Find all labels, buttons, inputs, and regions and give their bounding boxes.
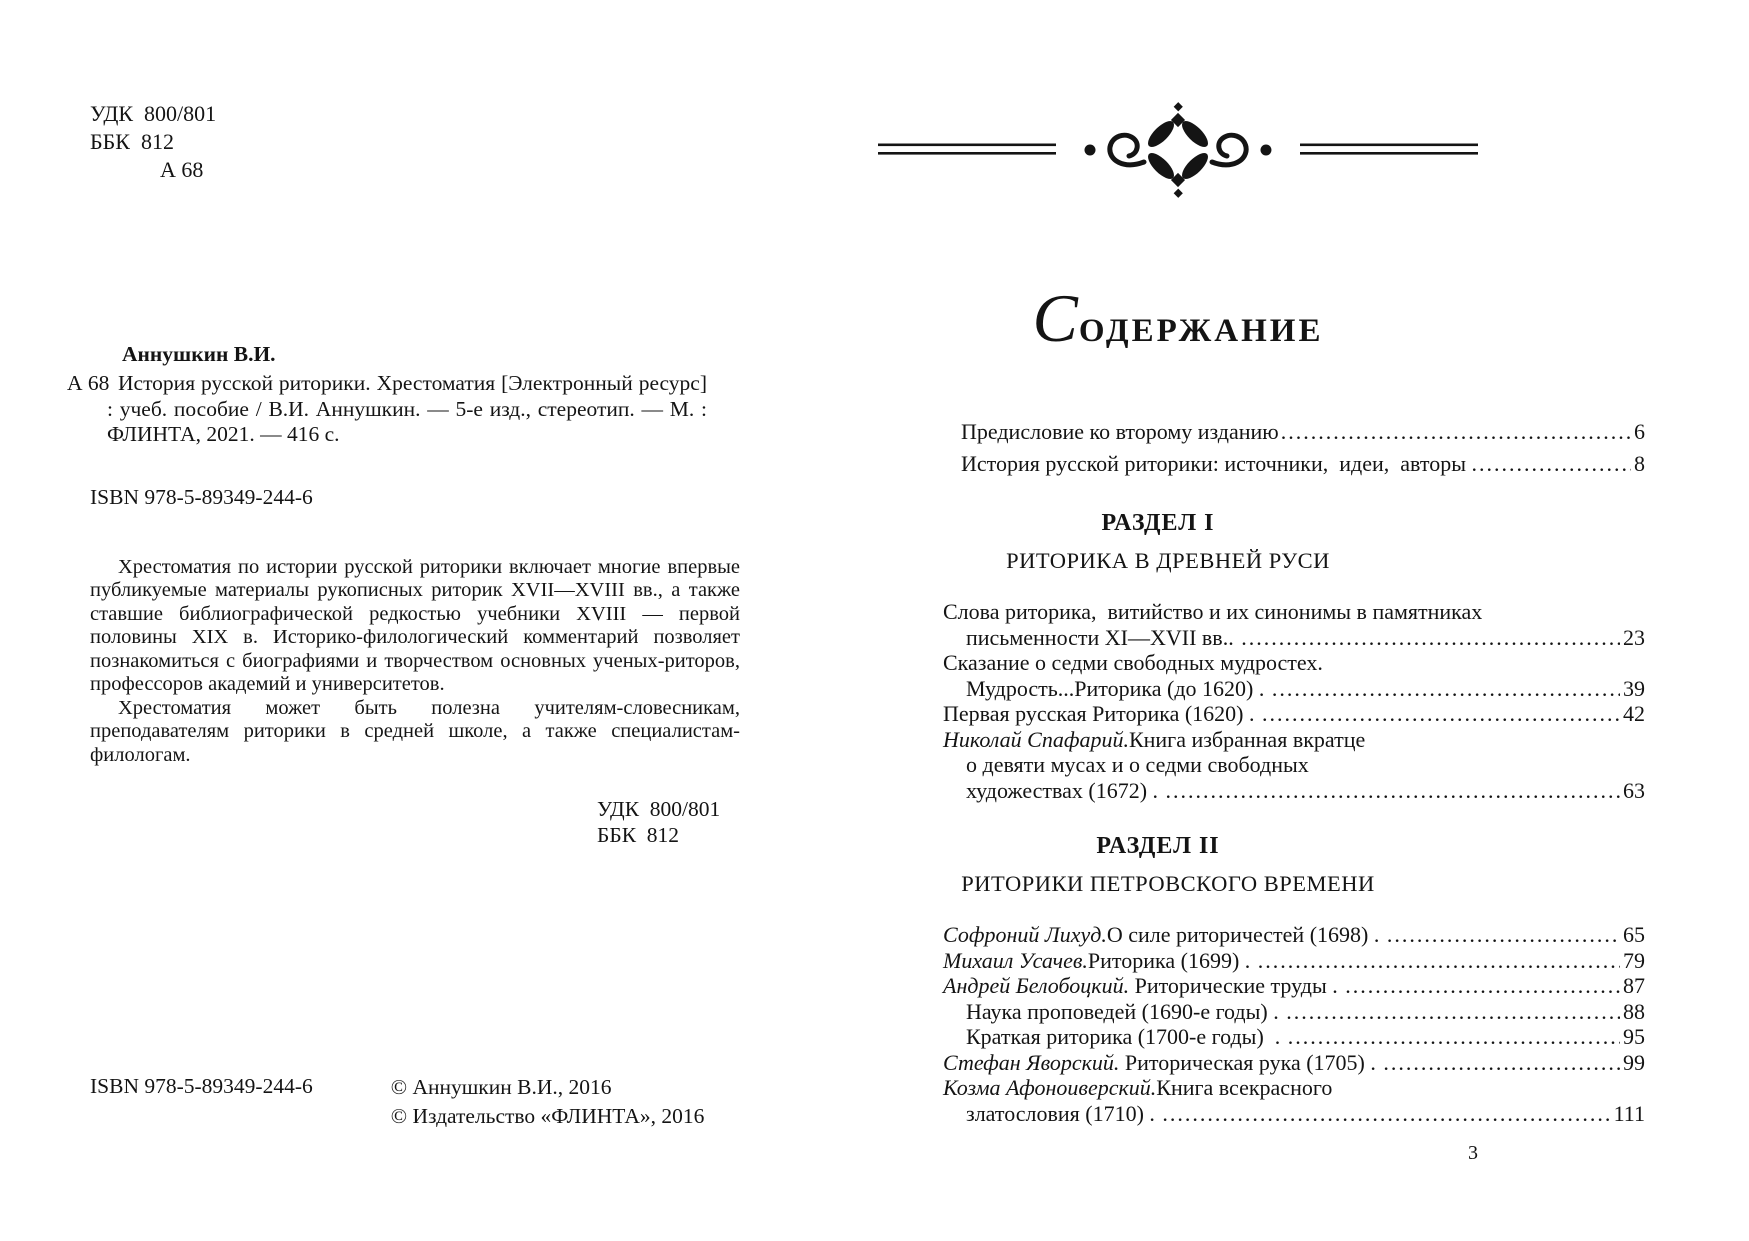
toc-entry-author: Софроний Лихуд. xyxy=(943,922,1107,947)
toc-entry-title: Книга всекрасного xyxy=(1156,1075,1333,1100)
toc-line xyxy=(943,1024,1645,1050)
toc-entry xyxy=(943,1050,1645,1076)
toc-entry-author: Николай Спафарий. xyxy=(943,726,1129,752)
bbk-line: ББК 812 xyxy=(597,822,680,847)
toc-front xyxy=(943,416,1645,480)
toc-entry-title: о девяти мусах и о седми свободных xyxy=(966,752,1309,777)
toc-entry xyxy=(943,416,1645,448)
toc-line xyxy=(943,625,1645,651)
toc-entry-title: Мудрость...Риторика (до 1620) . xyxy=(966,675,1270,701)
udk-top-block xyxy=(90,100,740,184)
toc-line xyxy=(943,599,1645,625)
toc-entry-title: письменности XI—XVII вв.. xyxy=(966,624,1240,650)
toc-list xyxy=(943,599,1645,803)
section-title: РАЗДЕЛ II xyxy=(1096,833,1220,859)
toc-entry xyxy=(943,1075,1645,1126)
dot-leader xyxy=(1241,625,1620,651)
toc-line xyxy=(943,1075,1645,1101)
dot-leader xyxy=(1383,1050,1620,1076)
toc-page-number: 99 xyxy=(1623,1049,1645,1075)
section-subtitle: РИТОРИКИ ПЕТРОВСКОГО ВРЕМЕНИ xyxy=(961,871,1375,896)
toc-entry-title: Краткая риторика (1700-е годы) . xyxy=(966,1024,1286,1049)
toc-entry xyxy=(943,973,1645,999)
toc-entry-title: Первая русская Риторика (1620) . xyxy=(943,701,1260,726)
toc-list xyxy=(943,922,1645,1126)
toc-heading-rest: ОДЕРЖАНИЕ xyxy=(1078,313,1324,349)
toc-entry-title: Книга избранная вкратце xyxy=(1128,726,1366,752)
dot-leader xyxy=(1272,676,1620,702)
dot-leader xyxy=(1288,1024,1620,1050)
toc-line xyxy=(943,922,1645,948)
toc-line xyxy=(943,973,1645,999)
imprint-row xyxy=(90,1073,740,1131)
bbk-line: ББК 812 xyxy=(90,129,174,154)
toc-page-number: 65 xyxy=(1623,922,1645,947)
toc-page-number: 8 xyxy=(1634,451,1645,476)
toc-page-number: 111 xyxy=(1613,1100,1645,1126)
left-page xyxy=(67,0,740,1131)
dot-leader xyxy=(1286,999,1620,1025)
toc-entry xyxy=(943,448,1645,480)
toc-page-number: 6 xyxy=(1634,419,1645,444)
toc-page-number: 79 xyxy=(1623,947,1645,973)
dot-leader xyxy=(1387,922,1620,948)
copyright-publisher: © Издательство «ФЛИНТА», 2016 xyxy=(390,1104,705,1128)
page-number: 3 xyxy=(1468,1142,1478,1164)
dot-leader xyxy=(1479,448,1631,480)
udk-line: УДК 800/801 xyxy=(597,797,721,821)
toc-entry xyxy=(943,727,1645,804)
toc-heading-initial: С xyxy=(1032,280,1079,356)
toc-page-number: 95 xyxy=(1623,1024,1645,1049)
author-name: Аннушкин В.И. xyxy=(122,342,276,366)
toc-line xyxy=(943,948,1645,974)
toc-entry xyxy=(943,650,1645,701)
toc-sections xyxy=(878,510,1650,1126)
toc-line xyxy=(943,752,1645,778)
toc-entry-title: История русской риторики: источники, идеи, авторы . xyxy=(961,451,1477,476)
toc-entry xyxy=(943,1024,1645,1050)
bib-text: История русской риторики. Хрестоматия [Электронный ресурс] : учеб. пособие / В.И. Аннушкин. — 5-е изд., стереотип. — М. : ФЛИНТА, 2021. — 416 с. xyxy=(107,371,707,446)
toc-entry-author: Михаил Усачев. xyxy=(943,947,1088,973)
toc-entry-title: художествах (1672) . xyxy=(966,777,1164,803)
toc-entry-title: Слова риторика, витийство и их синонимы в памятниках xyxy=(943,599,1483,624)
annotation-paragraph-1: Хрестоматия по истории русской риторики включает многие впервые публикуемые материалы рукописных риторик XVII—XVIII вв., а также ставшие библиографической редкостью учебники XVIII — первой половины XIX в. Историко-филологический комментарий позволяет познакомиться с биографиями и творчеством основных ученых-риторов, профессоров академий и университетов. xyxy=(90,555,740,695)
toc-entry-title: О силе риторичестей (1698) . xyxy=(1106,922,1385,947)
dot-leader xyxy=(1262,701,1620,727)
toc-line xyxy=(943,448,1645,480)
toc-line xyxy=(943,1101,1645,1127)
dot-leader xyxy=(1162,1101,1610,1127)
toc-heading xyxy=(878,278,1478,358)
toc-line xyxy=(943,416,1645,448)
author-code-line: А 68 xyxy=(160,157,204,182)
toc-entry-title: Предисловие ко второму изданию xyxy=(961,419,1279,444)
toc-entry-title: златословия (1710) . xyxy=(966,1100,1161,1126)
dot-leader xyxy=(1166,778,1620,804)
toc-page-number: 42 xyxy=(1623,701,1645,726)
toc-line xyxy=(943,999,1645,1025)
toc-entry xyxy=(943,599,1645,650)
toc-page-number: 39 xyxy=(1623,675,1645,701)
toc-entry xyxy=(943,922,1645,948)
toc-entry-title: Наука проповедей (1690-е годы) . xyxy=(966,998,1285,1024)
toc-entry-author: Андрей Белобоцкий. xyxy=(943,973,1130,998)
bibliographic-entry xyxy=(67,371,740,448)
toc-entry xyxy=(943,999,1645,1025)
toc-entry-author: Козма Афоноиверский. xyxy=(943,1075,1157,1100)
toc-entry-author: Стефан Яворский. xyxy=(943,1049,1120,1075)
toc-page-number: 87 xyxy=(1623,973,1645,998)
toc-entry-title: Риторика (1699) . xyxy=(1087,947,1256,973)
toc-line xyxy=(943,727,1645,753)
dot-leader xyxy=(1258,948,1620,974)
toc-line xyxy=(943,778,1645,804)
toc-entry-title: Риторические труды . xyxy=(1129,973,1344,998)
toc-page-number: 88 xyxy=(1623,998,1645,1024)
udk-bottom-block xyxy=(597,797,740,848)
section-title: РАЗДЕЛ I xyxy=(1101,510,1215,536)
toc-page-number: 63 xyxy=(1623,777,1645,803)
toc-page-number: 23 xyxy=(1623,624,1645,650)
copyright-author: © Аннушкин В.И., 2016 xyxy=(390,1075,612,1099)
udk-line: УДК 800/801 xyxy=(90,101,217,126)
ornament xyxy=(878,100,1478,200)
annotation-paragraph-2: Хрестоматия может быть полезна учителям-словесникам, преподавателям риторики в средней школе, а также специалистам-филологам. xyxy=(90,696,740,766)
toc-entry xyxy=(943,948,1645,974)
toc-line xyxy=(943,701,1645,727)
toc-line xyxy=(943,650,1645,676)
isbn-number: ISBN 978-5-89349-244-6 xyxy=(90,484,313,509)
toc-entry-title: Риторическая рука (1705) . xyxy=(1119,1049,1382,1075)
dot-leader xyxy=(1345,973,1620,999)
ornament-svg xyxy=(878,100,1478,200)
isbn-number-bottom: ISBN 978-5-89349-244-6 xyxy=(90,1074,313,1098)
bib-code: А 68 xyxy=(67,371,110,395)
toc-line xyxy=(943,1050,1645,1076)
copyright-block xyxy=(391,1073,705,1131)
section-subtitle: РИТОРИКА В ДРЕВНЕЙ РУСИ xyxy=(1006,548,1330,573)
toc-entry xyxy=(943,701,1645,727)
toc-line xyxy=(943,676,1645,702)
dot-leader xyxy=(1281,416,1631,448)
toc-entry-title: Сказание о седми свободных мудростех. xyxy=(943,650,1323,675)
right-page xyxy=(878,0,1650,1165)
